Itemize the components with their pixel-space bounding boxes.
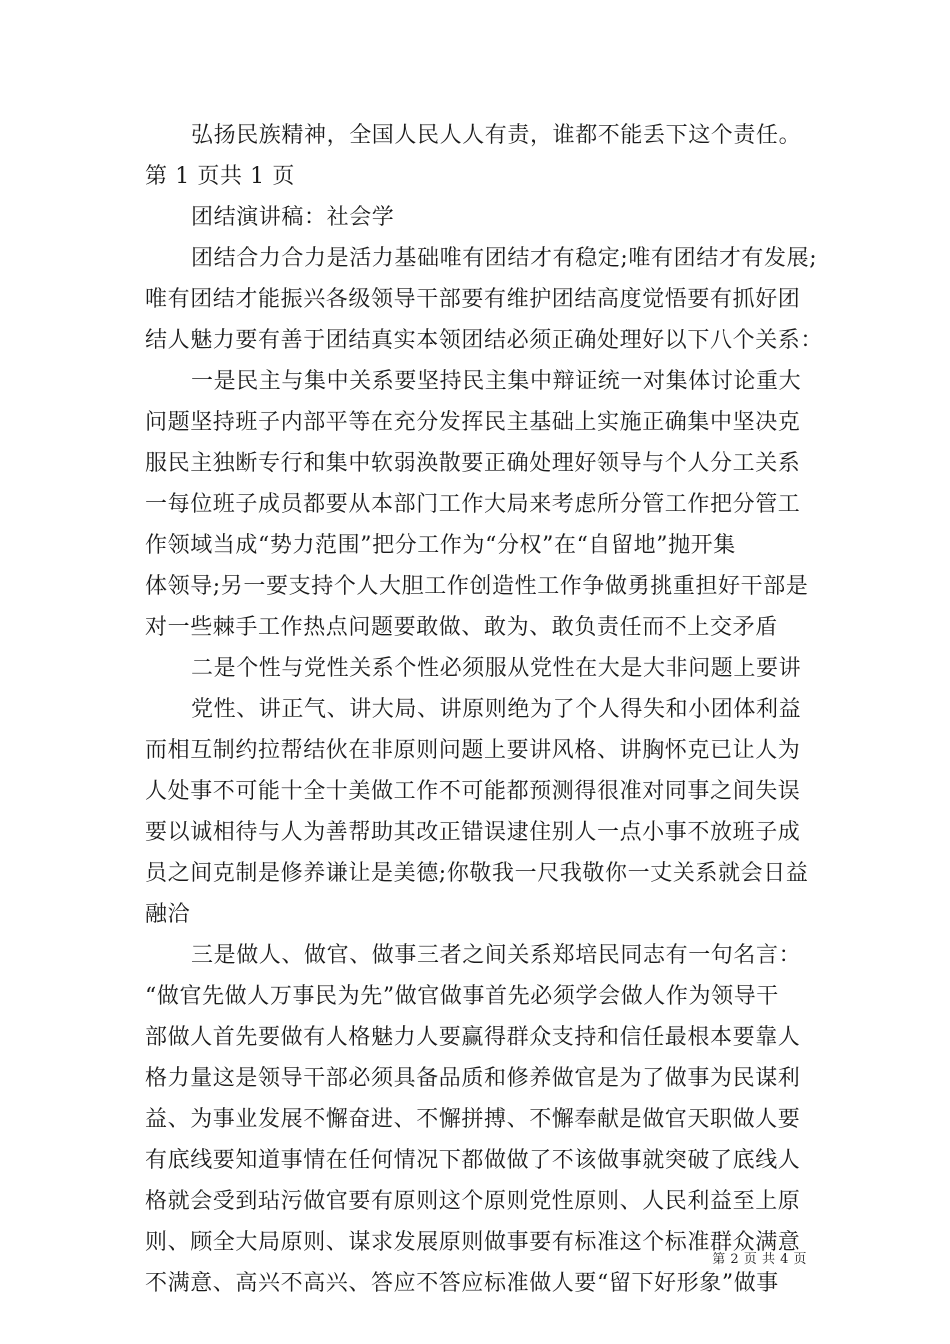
text-line: 融洽 [145,902,191,927]
text-line: 不满意、高兴不高兴、答应不答应标准做人要“留下好形象”做事 [145,1271,779,1296]
text-line: 党性、讲正气、讲大局、讲原则绝为了个人得失和小团体利益 [191,697,802,722]
document-body [145,115,824,1304]
text-line: 服民主独断专行和集中软弱涣散要正确处理好领导与个人分工关系 [145,451,801,476]
text-line: 一每位班子成员都要从本部门工作大局来考虑所分管工作把分管工 [145,492,801,517]
text-line: 员之间克制是修养谦让是美德;你敬我一尺我敬你一丈关系就会日益 [145,861,809,886]
text-line: 作领域当成“势力范围”把分工作为“分权”在“自留地”抛开集 [145,533,736,558]
page-number-footer: 第 2 页 共 4 页 [712,1252,807,1267]
text-line: “做官先做人万事民为先”做官做事首先必须学会做人作为领导干 [145,984,779,1009]
text-line: 问题坚持班子内部平等在充分发挥民主基础上实施正确集中坚决克 [145,410,801,435]
text-line: 部做人首先要做有人格魅力人要赢得群众支持和信任最根本要靠人 [145,1025,801,1050]
text-line: 格就会受到玷污做官要有原则这个原则党性原则、人民利益至上原 [145,1189,801,1214]
text-line: 体领导;另一要支持个人大胆工作创造性工作争做勇挑重担好干部是 [145,574,809,599]
text-line: 则、顾全大局原则、谋求发展原则做事要有标准这个标准群众满意 [145,1230,801,1255]
text-line: 要以诚相待与人为善帮助其改正错误逮住别人一点小事不放班子成 [145,820,801,845]
text-line: 而相互制约拉帮结伙在非原则问题上要讲风格、讲胸怀克已让人为 [145,738,801,763]
text-line: 唯有团结才能振兴各级领导干部要有维护团结高度觉悟要有抓好团 [145,287,801,312]
text-line: 三是做人、做官、做事三者之间关系郑培民同志有一句名言： [191,943,802,968]
text-line: 益、为事业发展不懈奋进、不懈拼搏、不懈奉献是做官天职做人要 [145,1107,801,1132]
text-line: 结人魅力要有善于团结真实本领团结必须正确处理好以下八个关系： [145,328,824,353]
text-line: 人处事不可能十全十美做工作不可能都预测得很准对同事之间失误 [145,779,801,804]
text-line: 团结合力合力是活力基础唯有团结才有稳定;唯有团结才有发展; [191,246,818,271]
text-line: 一是民主与集中关系要坚持民主集中辩证统一对集体讨论重大 [191,369,802,394]
text-line: 第 1 页共 1 页 [145,164,295,189]
text-line: 对一些棘手工作热点问题要敢做、敢为、敢负责任而不上交矛盾 [145,615,778,640]
text-line: 格力量这是领导干部必须具备品质和修养做官是为了做事为民谋利 [145,1066,801,1091]
text-line: 弘扬民族精神，全国人民人人有责，谁都不能丢下这个责任。 [191,123,802,148]
text-line: 有底线要知道事情在任何情况下都做做了不该做事就突破了底线人 [145,1148,801,1173]
text-line: 团结演讲稿：社会学 [191,205,395,230]
text-line: 二是个性与党性关系个性必须服从党性在大是大非问题上要讲 [191,656,802,681]
